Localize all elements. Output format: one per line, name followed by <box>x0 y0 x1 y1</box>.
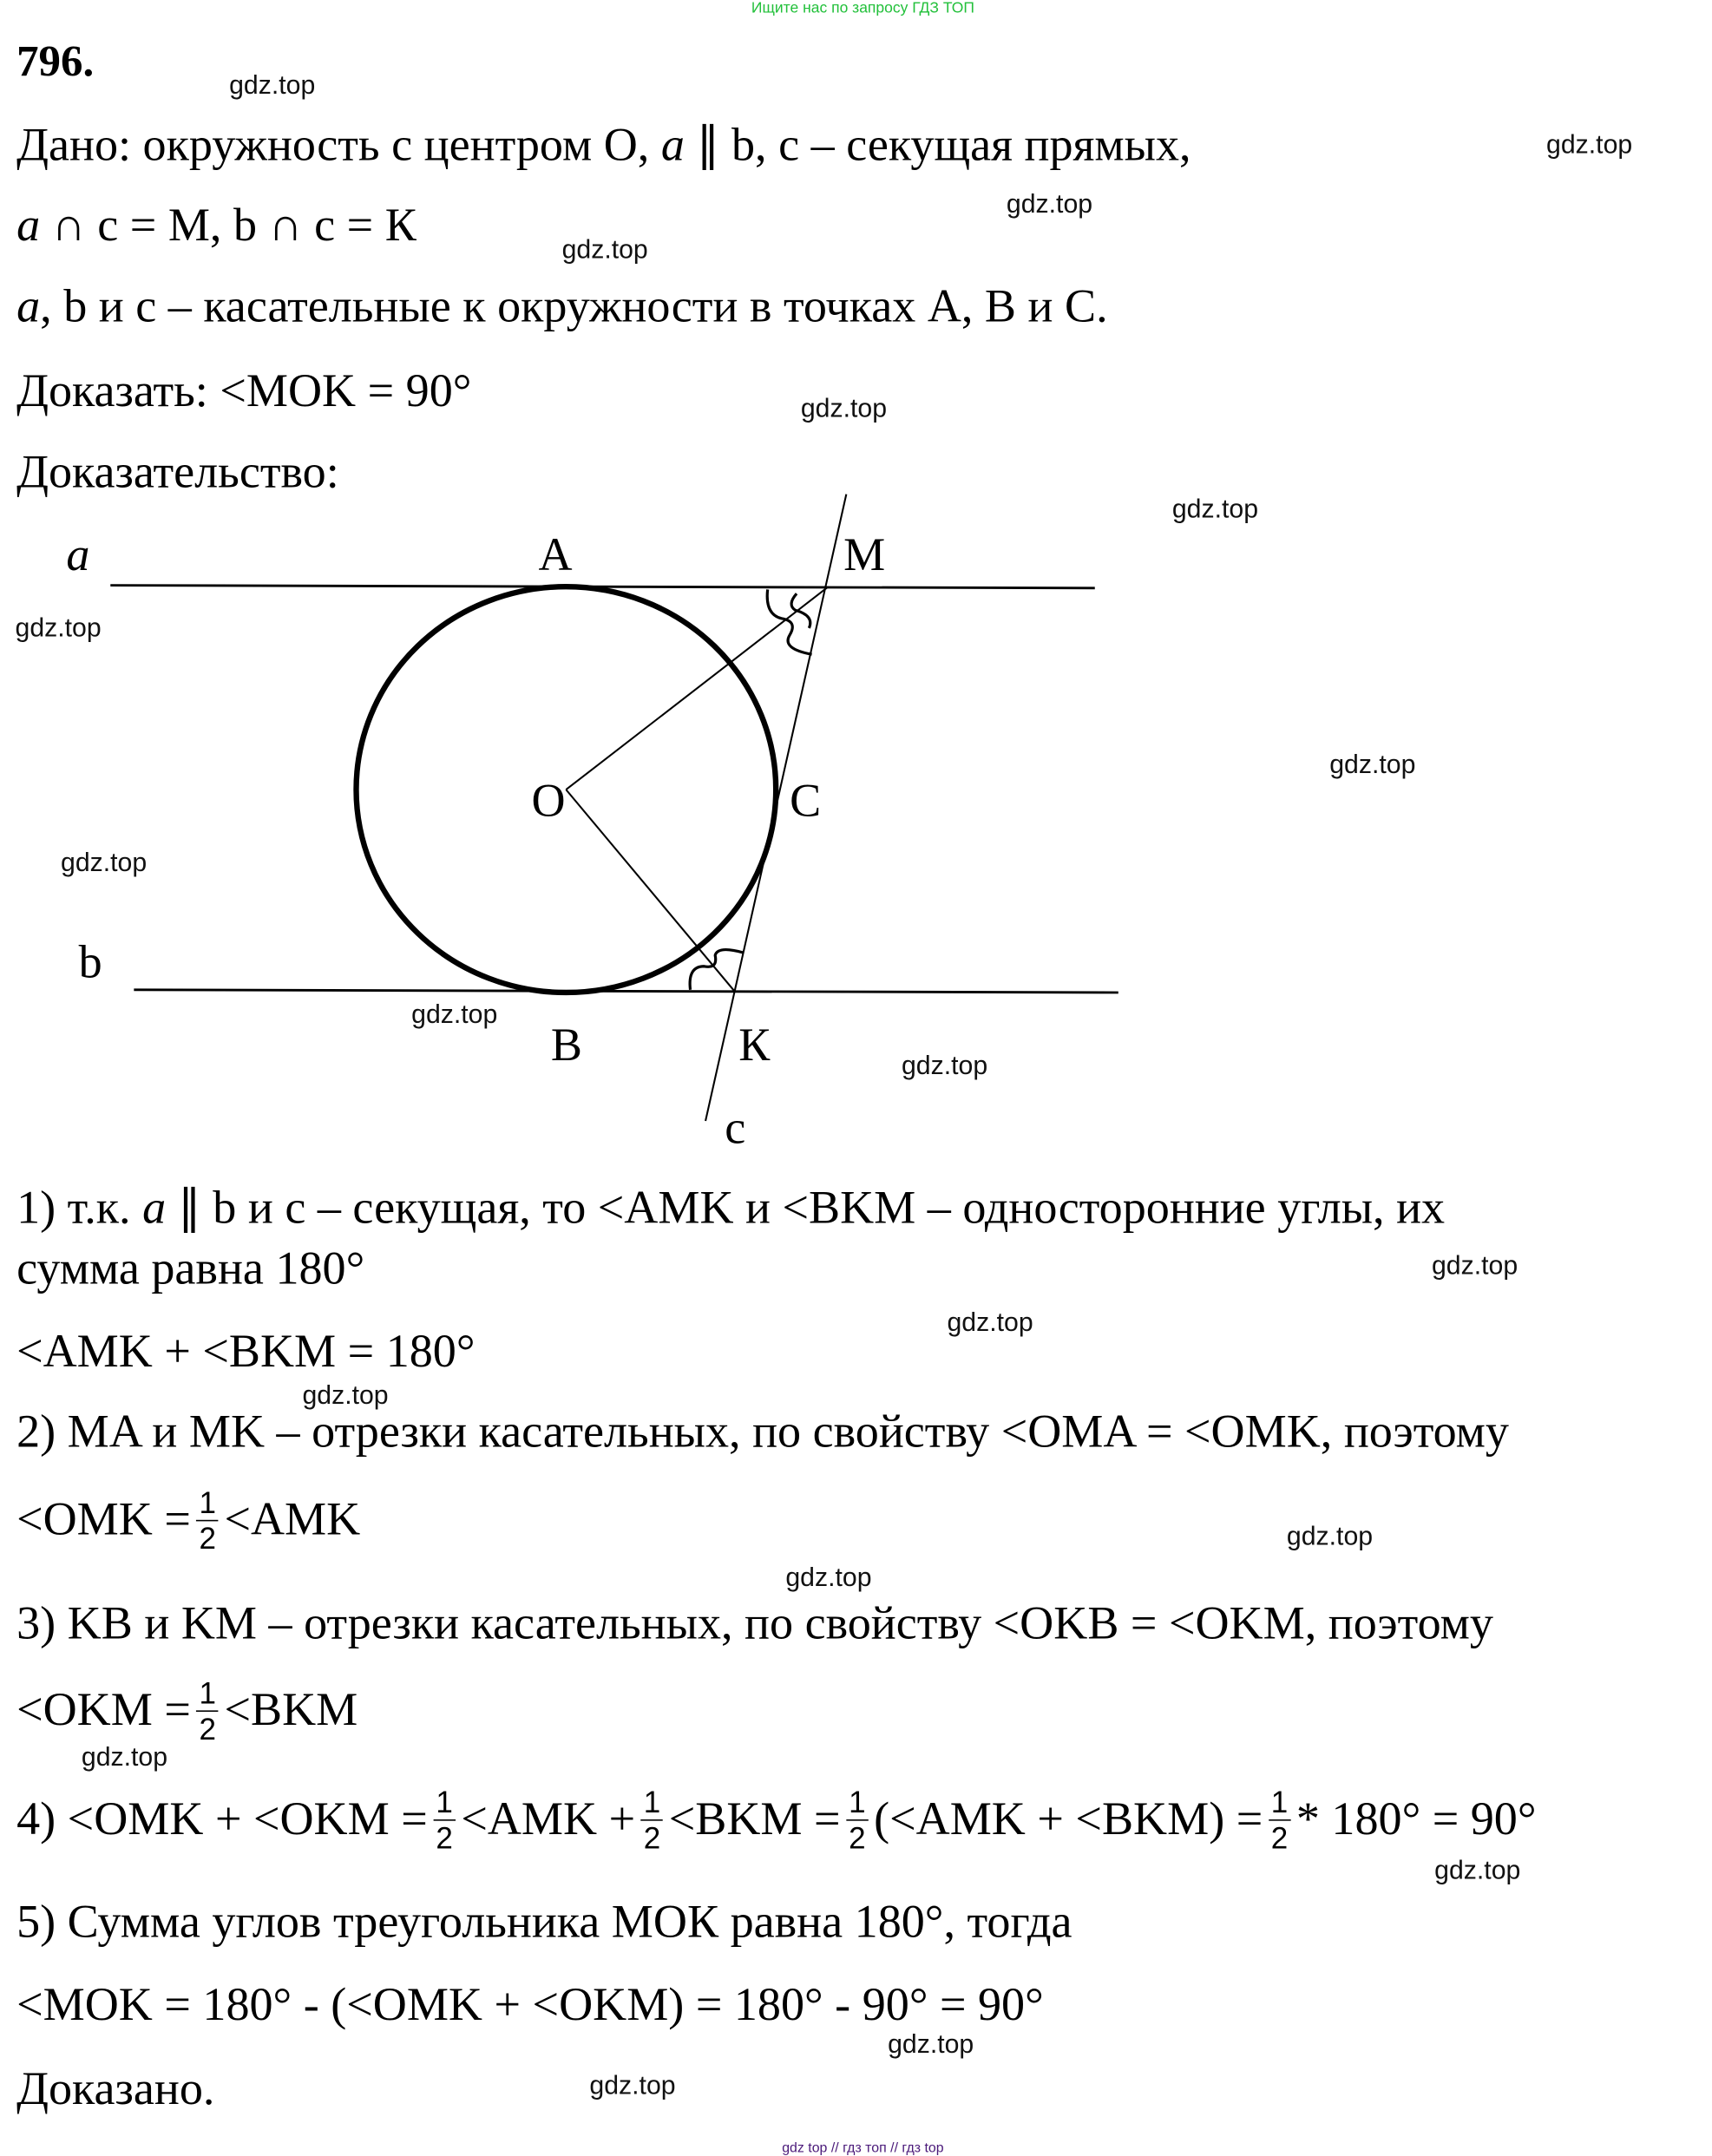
label-b: b <box>78 935 102 988</box>
text: 1) т.к. <box>16 1183 143 1235</box>
watermark: gdz.top <box>800 395 888 424</box>
step-5b: <MOK = 180° - (<OMK + <OKM) = 180° - 90° = 90° <box>16 1979 1044 2031</box>
label-C: C <box>790 774 822 827</box>
text: <BKM <box>224 1685 358 1736</box>
header-banner: Ищите нас по запросу ГДЗ ТОП <box>751 0 974 17</box>
text: <OKM = <box>16 1685 191 1736</box>
numerator: 1 <box>196 1485 219 1522</box>
step-4 <box>16 1787 1536 1858</box>
numerator: 1 <box>196 1676 219 1713</box>
step-1c: <AMK + <BKM = 180° <box>16 1327 476 1378</box>
text: 4) <OMK + <OKM = <box>16 1793 428 1845</box>
proved: Доказано. <box>16 2063 215 2115</box>
text: , b и c – касательные к окружности в точках А, В и С. <box>40 281 1108 333</box>
label-O: O <box>531 774 566 827</box>
watermark: gdz.top <box>411 1000 498 1030</box>
fraction-half <box>196 1676 219 1747</box>
line-b <box>134 990 1118 993</box>
text: ∥ b, c – секущая прямых, <box>684 120 1191 172</box>
label-A: A <box>538 528 573 581</box>
watermark: gdz.top <box>1329 750 1416 780</box>
text: <BKM = <box>668 1793 841 1845</box>
numerator: 1 <box>1269 1785 1291 1821</box>
text: <OMK = <box>16 1494 191 1546</box>
angle-mark-m <box>767 589 811 654</box>
watermark: gdz.top <box>1171 495 1259 525</box>
step-3a: 3) KB и KM – отрезки касательных, по свойству <OKB = <OKM, поэтому <box>16 1598 1493 1650</box>
segment-om <box>566 587 828 790</box>
watermark: gdz.top <box>229 71 316 102</box>
text: a <box>142 1183 167 1235</box>
text: a <box>16 281 41 333</box>
denominator: 2 <box>199 1712 216 1747</box>
step-3b <box>16 1675 358 1750</box>
watermark: gdz.top <box>1431 1252 1518 1281</box>
problem-number: 796. <box>16 36 95 86</box>
text: a <box>16 200 41 252</box>
watermark: gdz.top <box>302 1381 389 1412</box>
text: ∩ c = M, b ∩ c = К <box>40 200 417 252</box>
numerator: 1 <box>641 1785 664 1821</box>
text: (<AMK + <BKM) = <box>874 1793 1263 1845</box>
watermark: gdz.top <box>1434 1857 1521 1886</box>
fraction-half <box>846 1785 869 1856</box>
label-B: B <box>550 1018 582 1071</box>
numerator: 1 <box>846 1785 869 1821</box>
text: <AMK + <box>461 1793 636 1845</box>
fraction-half <box>433 1785 456 1856</box>
watermark: gdz.top <box>81 1743 168 1773</box>
proof-title: Доказательство: <box>16 447 339 499</box>
fraction-half <box>1269 1785 1291 1856</box>
watermark: gdz.top <box>1006 190 1093 220</box>
text: * 180° = 90° <box>1295 1793 1537 1845</box>
text: ∥ b и c – секущая, то <AMK и <BKM – односторонние углы, их <box>166 1183 1446 1235</box>
denominator: 2 <box>849 1821 866 1856</box>
step-2a: 2) MA и MK – отрезки касательных, по свойству <OMA = <OMK, поэтому <box>16 1406 1509 1458</box>
denominator: 2 <box>1270 1821 1289 1856</box>
fraction-half <box>196 1485 219 1556</box>
denominator: 2 <box>436 1821 453 1856</box>
label-K: К <box>738 1018 771 1071</box>
watermark: gdz.top <box>888 2030 974 2060</box>
watermark: gdz.top <box>947 1308 1033 1338</box>
label-a: a <box>66 528 90 581</box>
numerator: 1 <box>433 1785 456 1821</box>
text: a <box>660 120 685 172</box>
watermark: gdz.top <box>15 614 102 644</box>
watermark: gdz.top <box>61 849 148 878</box>
watermark: gdz.top <box>1546 131 1633 161</box>
footer-banner: gdz top // гдз топ // гдз top <box>782 2140 944 2156</box>
denominator: 2 <box>199 1521 216 1556</box>
label-M: M <box>843 528 886 581</box>
segment-ok <box>566 790 734 991</box>
label-c: c <box>725 1101 746 1154</box>
watermark: gdz.top <box>561 236 648 265</box>
text: <AMK <box>224 1494 361 1546</box>
watermark: gdz.top <box>785 1563 872 1594</box>
step-1a <box>16 1183 1446 1235</box>
denominator: 2 <box>643 1821 661 1856</box>
step-5a: 5) Сумма углов треугольника МОК равна 180°, тогда <box>16 1897 1072 1949</box>
watermark: gdz.top <box>589 2072 676 2101</box>
prove-line: Доказать: <MOK = 90° <box>16 365 472 417</box>
step-2b <box>16 1485 361 1559</box>
watermark: gdz.top <box>1286 1522 1374 1552</box>
text: Дано: окружность с центром О, <box>16 120 661 172</box>
step-1b: сумма равна 180° <box>16 1243 365 1295</box>
watermark: gdz.top <box>901 1052 988 1081</box>
fraction-half <box>641 1785 664 1856</box>
angle-mark-m2 <box>791 593 810 628</box>
